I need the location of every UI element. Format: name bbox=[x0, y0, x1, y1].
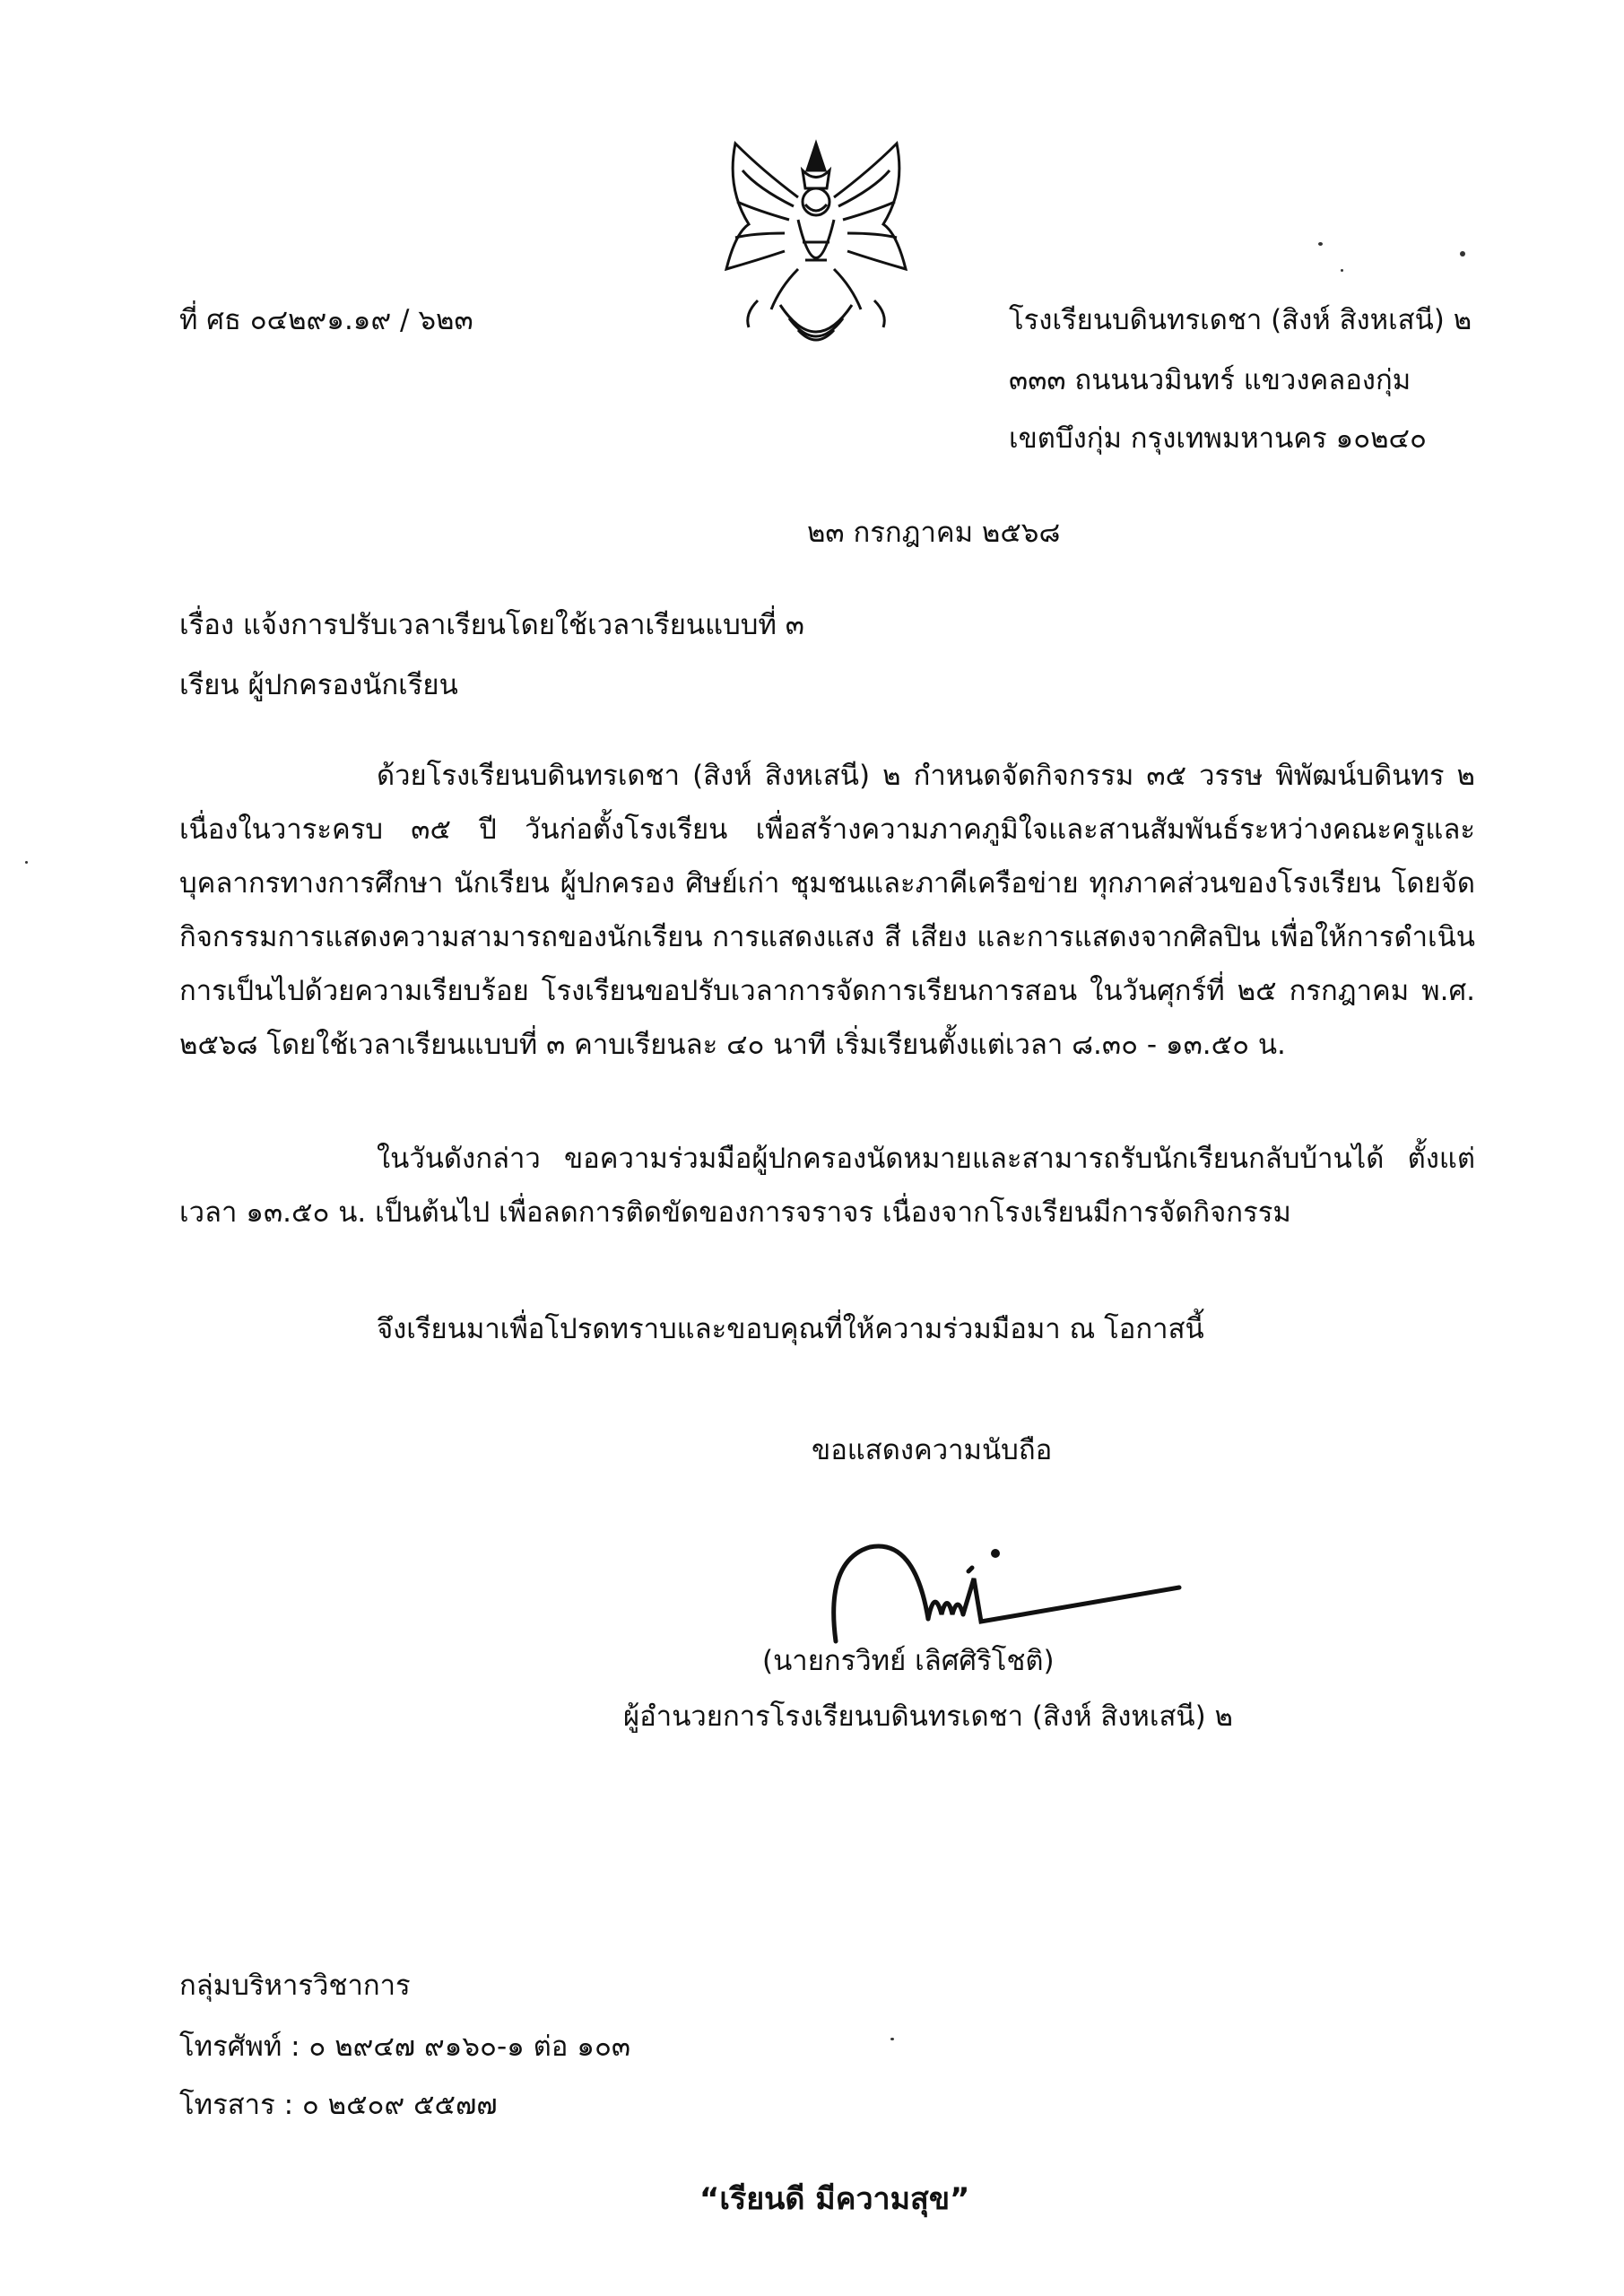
scan-speck bbox=[25, 861, 28, 864]
scan-speck bbox=[1318, 242, 1323, 246]
body-paragraph-3: จึงเรียนมาเพื่อโปรดทราบและขอบคุณที่ให้ความร่วมมือมา ณ โอกาสนี้ bbox=[377, 1313, 1204, 1345]
letter-date: ๒๓ กรกฎาคม ๒๕๖๘ bbox=[807, 517, 1061, 549]
garuda-emblem bbox=[708, 135, 924, 368]
school-motto: “เรียนดี มีความสุข” bbox=[699, 2181, 970, 2217]
phone-number: โทรศัพท์ : ๐ ๒๙๔๗ ๙๑๖๐-๑ ต่อ ๑๐๓ bbox=[179, 2031, 631, 2063]
department: กลุ่มบริหารวิชาการ bbox=[179, 1970, 411, 2002]
letter-recipient: เรียน ผู้ปกครองนักเรียน bbox=[179, 669, 458, 701]
signer-title: ผู้อำนวยการโรงเรียนบดินทรเดชา (สิงห์ สิงหเสนี) ๒ bbox=[623, 1700, 1233, 1733]
scan-speck bbox=[1460, 251, 1465, 257]
fax-number: โทรสาร : ๐ ๒๕๐๙ ๕๕๗๗ bbox=[179, 2089, 498, 2121]
closing-phrase: ขอแสดงความนับถือ bbox=[812, 1434, 1053, 1466]
body-paragraph-2: ในวันดังกล่าว ขอความร่วมมือผู้ปกครองนัดหมายและสามารถรับนักเรียนกลับบ้านได้ ตั้งแต่เวลา ๑๓.๕๐ น. เป็นต้นไป เพื่อลดการติดขัดของการจราจร เนื่องจากโรงเรียนมีการจัดกิจกรรม bbox=[179, 1143, 1475, 1229]
sender-line-3: เขตบึงกุ่ม กรุงเทพมหานคร ๑๐๒๔๐ bbox=[1009, 422, 1427, 455]
signature bbox=[816, 1525, 1193, 1650]
reference-number: ที่ ศธ ๐๔๒๙๑.๑๙ / ๖๒๓ bbox=[179, 304, 473, 336]
signer-name: (นายกรวิทย์ เลิศศิริโชติ) bbox=[762, 1645, 1055, 1677]
scan-speck bbox=[890, 2038, 894, 2040]
scan-speck bbox=[1341, 269, 1343, 272]
letter-subject: เรื่อง แจ้งการปรับเวลาเรียนโดยใช้เวลาเรียนแบบที่ ๓ bbox=[179, 609, 804, 641]
sender-line-2: ๓๓๓ ถนนนวมินทร์ แขวงคลองกุ่ม bbox=[1009, 364, 1411, 396]
body-paragraph-1: ด้วยโรงเรียนบดินทรเดชา (สิงห์ สิงหเสนี) ๒ กำหนดจัดกิจกรรม ๓๕ วรรษ พิพัฒน์บดินทร ๒ เนื่องในวาระครบ ๓๕ ปี วันก่อตั้งโรงเรียน เพื่อสร้างความภาคภูมิใจและสานสัมพันธ์ระหว่างคณะครูและบุคลากรทางการศึกษา นักเรียน ผู้ปกครอง ศิษย์เก่า ชุมชนและภาคีเครือข่าย ทุกภาคส่วนของโรงเรียน โดยจัดกิจกรรมการแสดงความสามารถของนักเรียน การแสดงแสง สี เสียง และการแสดงจากศิลปิน เพื่อให้การดำเนินการเป็นไปด้วยความเรียบร้อย โรงเรียนขอปรับเวลาการจัดการเรียนการสอน ในวันศุกร์ที่ ๒๕ กรกฎาคม พ.ศ. ๒๕๖๘ โดยใช้เวลาเรียนแบบที่ ๓ คาบเรียนละ ๔๐ นาที เริ่มเรียนตั้งแต่เวลา ๘.๓๐ - ๑๓.๕๐ น. bbox=[179, 760, 1475, 1061]
sender-line-1: โรงเรียนบดินทรเดชา (สิงห์ สิงหเสนี) ๒ bbox=[1009, 304, 1472, 336]
